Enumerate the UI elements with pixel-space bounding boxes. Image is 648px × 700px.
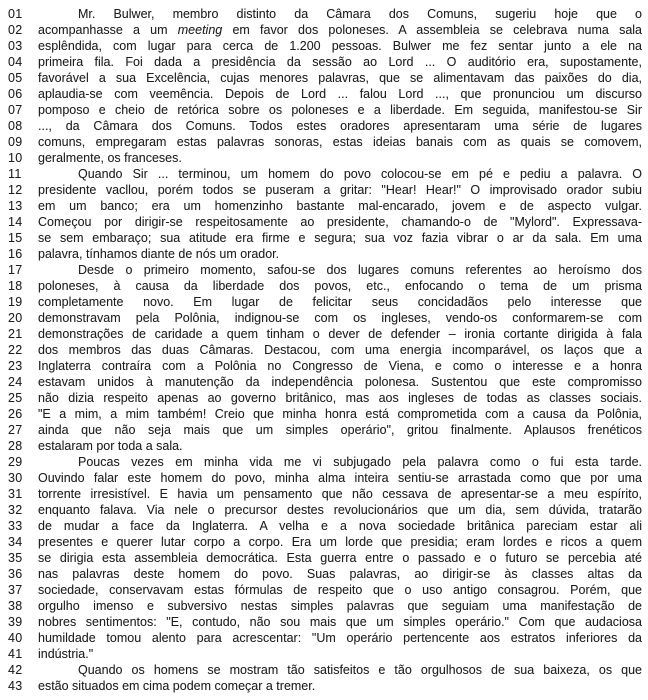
text-segment: em favor dos poloneses. A assembleia se celebrava numa sala bbox=[222, 23, 642, 37]
text-line bbox=[8, 102, 642, 118]
line-number: 32 bbox=[8, 503, 23, 517]
italic-word: meeting bbox=[177, 23, 223, 37]
line-number: 07 bbox=[8, 103, 23, 117]
line-text: geralmente, os franceses. bbox=[38, 151, 182, 165]
line-number: 30 bbox=[8, 471, 23, 485]
text-line bbox=[8, 454, 642, 470]
line-text: humildade tomou alento para acrescentar: "Um operário pertencente aos estratos inferiores da bbox=[38, 631, 642, 645]
line-number: 13 bbox=[8, 199, 23, 213]
line-text: comuns, empregaram estas palavras sonoras, estas ideias banais com as quais se comovem, bbox=[38, 135, 642, 149]
text-line bbox=[8, 630, 642, 646]
line-text: não dizia respeito apenas ao governo britânico, mas aos ingleses de todas as classes sociais. bbox=[38, 391, 642, 405]
text-line bbox=[8, 358, 642, 374]
text-line bbox=[8, 438, 642, 454]
text-line bbox=[8, 214, 642, 230]
line-text: sociedade, conservavam estas fórmulas de respeito que o uso antigo consagrou. Porém, que bbox=[38, 583, 642, 597]
text-line bbox=[8, 534, 642, 550]
line-text: ainda que não seja mais que um simples operário", gritou finalmente. Aplausos frenéticos bbox=[38, 423, 642, 437]
line-number: 28 bbox=[8, 439, 23, 453]
line-number: 42 bbox=[8, 663, 23, 677]
line-text: Inglaterra contraíra com a Polônia no Congresso de Viena, e como o interesse e a honra bbox=[38, 359, 642, 373]
line-text: Desde o primeiro momento, safou-se dos lugares comuns referentes ao heroísmo dos bbox=[78, 263, 642, 277]
line-number: 43 bbox=[8, 679, 23, 693]
line-text: aplaudia-se com veemência. Depois de Lord ... falou Lord ..., que pronunciou um discurso bbox=[38, 87, 642, 101]
text-line bbox=[8, 374, 642, 390]
line-text: Mr. Bulwer, membro distinto da Câmara dos Comuns, sugeriu hoje que o bbox=[78, 7, 642, 21]
line-number: 10 bbox=[8, 151, 23, 165]
line-text: de mudar a face da Inglaterra. A velha e a nova sociedade britânica pareciam estar ali bbox=[38, 519, 642, 533]
line-text: presidente vacllou, porém todos se puseram a gritar: "Hear! Hear!" O improvisado orador subiu bbox=[38, 183, 642, 197]
text-line bbox=[8, 230, 642, 246]
line-text: em um banco; era um homenzinho bastante mal-encarado, jovem e de aspecto vulgar. bbox=[38, 199, 642, 213]
line-text: dos membros das duas Câmaras. Destacou, com uma energia incomparável, os laços que a bbox=[38, 343, 642, 357]
line-number: 05 bbox=[8, 71, 23, 85]
line-text: favorável a sua Excelência, cujas menores palavras, que se alimentavam das paixões do dia, bbox=[38, 71, 642, 85]
line-text: palavra, tínhamos diante de nós um orador. bbox=[38, 247, 280, 261]
line-text: torrente irresistível. E havia um pensamento que não cessava de apresentar-se a meu espírito, bbox=[38, 487, 642, 501]
text-line bbox=[8, 326, 642, 342]
line-text: nas palavras deste homem do povo. Suas palavras, ao dirigir-se às classes altas da bbox=[38, 567, 642, 581]
line-text: Quando os homens se mostram tão satisfeitos e tão orgulhosos de sua baixeza, os que bbox=[78, 663, 642, 677]
text-line bbox=[8, 54, 642, 70]
line-number: 08 bbox=[8, 119, 23, 133]
line-number: 37 bbox=[8, 583, 23, 597]
text-line bbox=[8, 70, 642, 86]
line-number: 27 bbox=[8, 423, 23, 437]
line-number: 36 bbox=[8, 567, 23, 581]
line-number: 26 bbox=[8, 407, 23, 421]
line-number: 14 bbox=[8, 215, 23, 229]
text-line bbox=[8, 150, 642, 166]
line-text: se sem embaraço; sua atitude era firme e segura; sua voz fazia vibrar o ar da sala. Em uma bbox=[38, 231, 642, 245]
line-number: 02 bbox=[8, 23, 23, 37]
text-line bbox=[8, 342, 642, 358]
line-text: Quando Sir ... terminou, um homem do povo colocou-se em pé e pediu a palavra. O bbox=[78, 167, 642, 181]
line-text: Poucas vezes em minha vida me vi subjugado pela palavra como o fui esta tarde. bbox=[78, 455, 642, 469]
text-line bbox=[8, 166, 642, 182]
line-text: orgulho imenso e subversivo nestas simples palavras que seguiam uma manifestação de bbox=[38, 599, 642, 613]
line-number: 18 bbox=[8, 279, 23, 293]
line-number: 33 bbox=[8, 519, 23, 533]
text-line bbox=[8, 198, 642, 214]
line-text: demonstrações de caridade a quem tinham o dever de defender – ironia cortante dirigida à fala bbox=[38, 327, 642, 341]
line-number: 29 bbox=[8, 455, 23, 469]
line-text: presentes e querer lutar corpo a corpo. Era um lorde que presidia; eram lordes e ricos a quem bbox=[38, 535, 642, 549]
line-text: estão situados em cima podem começar a tremer. bbox=[38, 679, 316, 693]
line-number: 24 bbox=[8, 375, 23, 389]
line-number: 39 bbox=[8, 615, 23, 629]
text-line bbox=[8, 550, 642, 566]
line-text: estalaram por toda a sala. bbox=[38, 439, 183, 453]
line-number: 41 bbox=[8, 647, 23, 661]
text-line bbox=[8, 518, 642, 534]
text-line bbox=[8, 502, 642, 518]
line-text: "E a mim, a mim também! Creio que minha honra está comprometida com a causa da Polônia, bbox=[38, 407, 642, 421]
text-line bbox=[8, 262, 642, 278]
text-segment: acompanhasse a um bbox=[38, 23, 178, 37]
line-text: nobres sentimentos: "E, contudo, não sou mais que um simples operário." Com que audaciosa bbox=[38, 615, 642, 629]
text-line bbox=[8, 598, 642, 614]
line-text: Ouvindo falar este homem do povo, minha alma inteira sentiu-se arrastada como que por uma bbox=[38, 471, 642, 485]
line-number: 17 bbox=[8, 263, 23, 277]
line-number: 01 bbox=[8, 7, 23, 21]
line-number: 09 bbox=[8, 135, 23, 149]
line-text bbox=[38, 22, 642, 38]
text-line bbox=[8, 6, 642, 22]
text-line bbox=[8, 294, 642, 310]
text-line bbox=[8, 22, 642, 38]
line-number: 25 bbox=[8, 391, 23, 405]
line-number: 11 bbox=[8, 167, 22, 181]
text-line bbox=[8, 470, 642, 486]
line-number: 31 bbox=[8, 487, 23, 501]
line-text: esplêndida, com lugar para cerca de 1.200 pessoas. Bulwer me fez sentar junto a ele na bbox=[38, 39, 642, 53]
document-lines bbox=[8, 6, 642, 694]
line-number: 22 bbox=[8, 343, 23, 357]
text-line bbox=[8, 406, 642, 422]
text-line bbox=[8, 646, 642, 662]
line-text: pomposo e cheio de retórica sobre os poloneses e a liberdade. Em seguida, manifestou-se Sir bbox=[38, 103, 642, 117]
text-line bbox=[8, 678, 642, 694]
line-text: se dirigia esta assembleia democrática. Esta guerra entre o passado e o futuro se percebia até bbox=[38, 551, 642, 565]
line-number: 20 bbox=[8, 311, 23, 325]
line-number: 15 bbox=[8, 231, 23, 245]
line-text: poloneses, à causa da liberdade dos povos, etc., enfocando o tema de um prisma bbox=[38, 279, 642, 293]
line-number: 03 bbox=[8, 39, 23, 53]
line-text: ..., da Câmara dos Comuns. Todos estes oradores apresentaram uma série de lugares bbox=[38, 119, 642, 133]
line-number: 38 bbox=[8, 599, 23, 613]
text-line bbox=[8, 662, 642, 678]
line-number: 19 bbox=[8, 295, 23, 309]
text-line bbox=[8, 310, 642, 326]
text-line bbox=[8, 246, 642, 262]
line-number: 04 bbox=[8, 55, 23, 69]
text-line bbox=[8, 134, 642, 150]
text-line bbox=[8, 566, 642, 582]
line-number: 40 bbox=[8, 631, 23, 645]
line-text: Começou por dirigir-se respeitosamente ao presidente, chamando-o de "Mylord". Expressava- bbox=[38, 215, 642, 229]
text-line bbox=[8, 38, 642, 54]
text-line bbox=[8, 182, 642, 198]
line-number: 34 bbox=[8, 535, 23, 549]
text-line bbox=[8, 118, 642, 134]
text-line bbox=[8, 86, 642, 102]
line-text: indústria." bbox=[38, 647, 94, 661]
line-number: 23 bbox=[8, 359, 23, 373]
line-number: 16 bbox=[8, 247, 23, 261]
line-text: primeira fila. Foi dada a presidência da sessão ao Lord ... O auditório era, supostamente, bbox=[38, 55, 642, 69]
line-text: demonstravam pela Polônia, indignou-se com os ingleses, vendo-os conformarem-se com bbox=[38, 311, 642, 325]
line-number: 12 bbox=[8, 183, 23, 197]
text-line bbox=[8, 390, 642, 406]
text-line bbox=[8, 486, 642, 502]
line-text: enquanto falava. Via nele o precursor destes revolucionários que um dia, sem dúvida, tratarão bbox=[38, 503, 642, 517]
line-number: 21 bbox=[8, 327, 23, 341]
text-line bbox=[8, 614, 642, 630]
text-line bbox=[8, 582, 642, 598]
text-line bbox=[8, 278, 642, 294]
line-text: completamente novo. Em lugar de felicitar seus concidadãos pelo interesse que bbox=[38, 295, 642, 309]
line-text: estavam unidos à manutenção da independência polonesa. Sustentou que este compromisso bbox=[38, 375, 642, 389]
text-line bbox=[8, 422, 642, 438]
line-number: 06 bbox=[8, 87, 23, 101]
line-number: 35 bbox=[8, 551, 23, 565]
